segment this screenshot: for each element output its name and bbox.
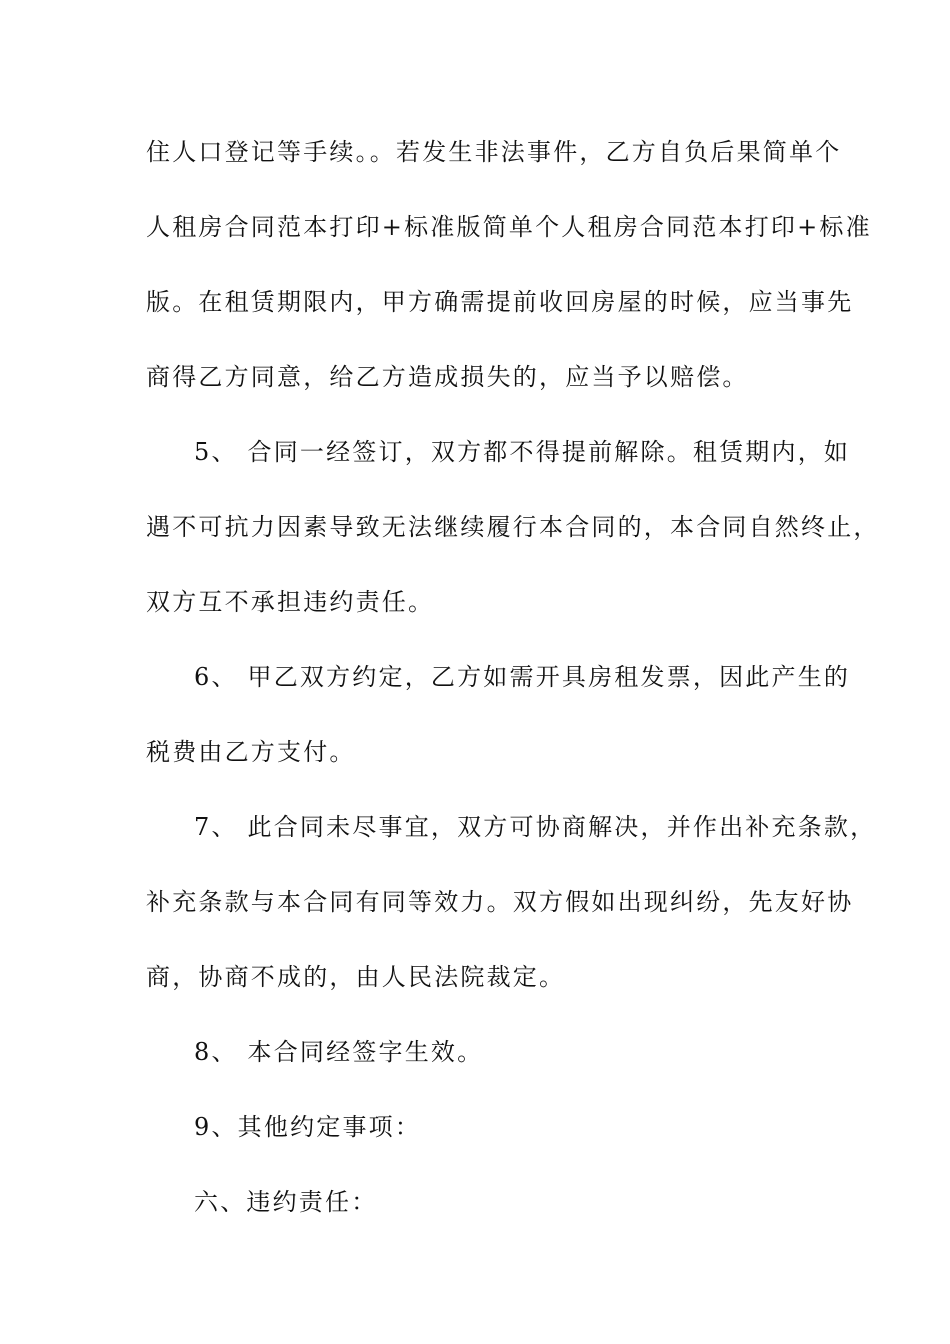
text-line: 遇不可抗力因素导致无法继续履行本合同的，本合同自然终止，: [146, 513, 880, 541]
text-line: 商得乙方同意，给乙方造成损失的，应当予以赔偿。: [146, 363, 749, 391]
text-line: 人租房合同范本打印+标准版简单个人租房合同范本打印+标准: [146, 213, 872, 241]
text-line: 双方互不承担违约责任。: [146, 588, 435, 616]
clause-9-line: 9、其他约定事项：: [194, 1113, 422, 1141]
text-line: 住人口登记等手续。。若发生非法事件，乙方自负后果简单个: [146, 138, 842, 166]
clause-6-line: 6、 甲乙双方约定，乙方如需开具房租发票，因此产生的: [194, 663, 851, 691]
section-heading: 六、违约责任：: [194, 1188, 378, 1216]
clause-7-line: 7、 此合同未尽事宜，双方可协商解决，并作出补充条款，: [194, 813, 877, 841]
clause-5-line: 5、 合同一经签订，双方都不得提前解除。租赁期内，如: [194, 438, 851, 466]
text-line: 商，协商不成的，由人民法院裁定。: [146, 963, 566, 991]
text-line: 税费由乙方支付。: [146, 738, 356, 766]
text-line: 版。在租赁期限内，甲方确需提前收回房屋的时候，应当事先: [146, 288, 854, 316]
clause-8-line: 8、 本合同经签字生效。: [194, 1038, 484, 1066]
text-line: 补充条款与本合同有同等效力。双方假如出现纠纷，先友好协: [146, 888, 854, 916]
